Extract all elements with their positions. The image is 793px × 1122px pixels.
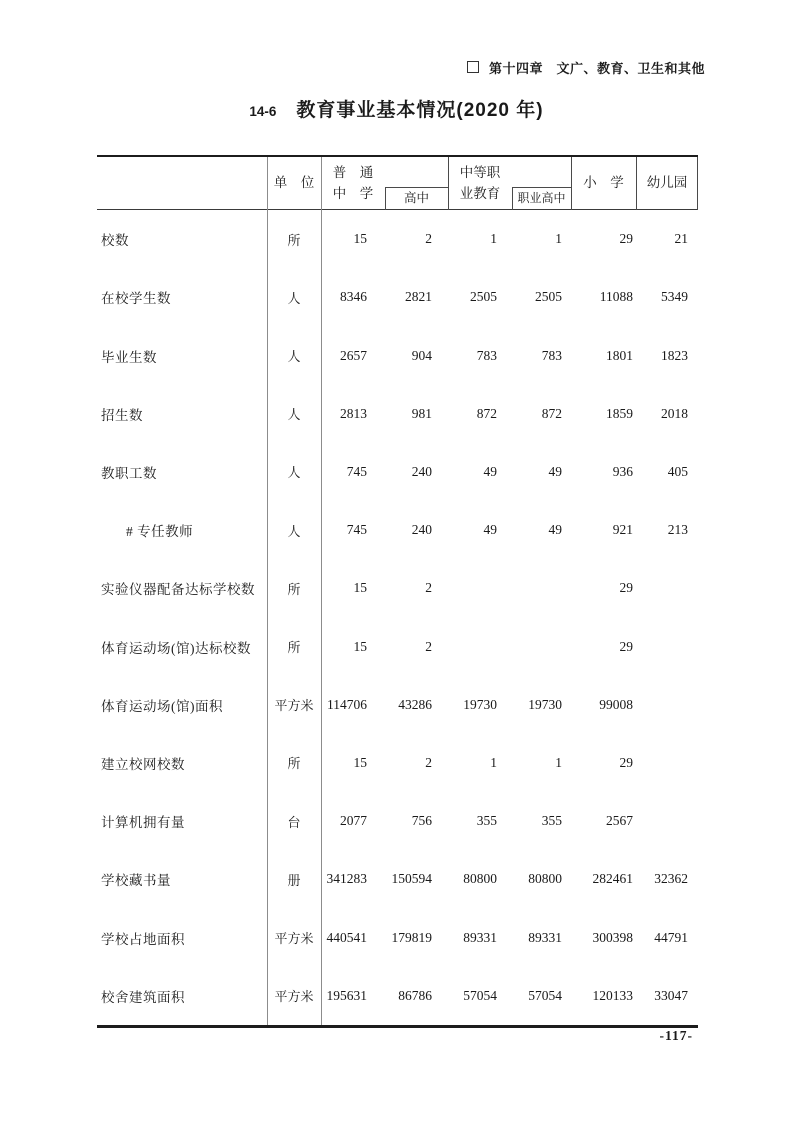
square-marker-icon bbox=[467, 61, 479, 73]
table-row bbox=[97, 501, 698, 559]
row-value-regular-secondary: 2813 bbox=[340, 405, 367, 421]
row-label: 校舍建筑面积 bbox=[101, 989, 185, 1005]
row-value-vocational-high: 872 bbox=[541, 405, 562, 421]
subheader-divider bbox=[512, 187, 513, 210]
row-value-regular-secondary: 15 bbox=[353, 638, 367, 654]
table-number: 14-6 bbox=[249, 104, 277, 119]
chapter-header-text: 第十四章 文广、教育、卫生和其他 bbox=[488, 60, 705, 76]
header-divider bbox=[571, 157, 572, 210]
row-value-regular-secondary: 745 bbox=[346, 522, 367, 538]
page-title bbox=[0, 95, 793, 122]
page-number: -117- bbox=[659, 1028, 693, 1043]
row-value-vocational: 872 bbox=[476, 405, 497, 421]
row-label: 计算机拥有量 bbox=[101, 815, 185, 831]
subheader-topline bbox=[385, 187, 448, 188]
header-senior-high: 高中 bbox=[403, 190, 429, 205]
row-label: 教职工数 bbox=[101, 465, 157, 481]
row-value-primary: 120133 bbox=[592, 987, 633, 1003]
row-value-vocational: 2505 bbox=[470, 289, 497, 305]
row-value-vocational-high: 89331 bbox=[528, 929, 562, 945]
row-value-senior-high: 2 bbox=[425, 638, 432, 654]
row-value-vocational: 49 bbox=[483, 463, 497, 479]
table-row bbox=[97, 676, 698, 734]
row-unit: 平方米 bbox=[274, 698, 314, 714]
header-regular-secondary bbox=[321, 157, 385, 210]
row-value-vocational: 57054 bbox=[463, 987, 497, 1003]
row-unit: 所 bbox=[287, 640, 301, 656]
header-divider bbox=[636, 157, 637, 210]
row-value-kindergarten: 32362 bbox=[654, 871, 688, 887]
row-label: 学校占地面积 bbox=[101, 931, 185, 947]
row-label: 体育运动场(馆)面积 bbox=[101, 698, 223, 714]
row-unit: 所 bbox=[287, 581, 301, 597]
row-unit: 平方米 bbox=[274, 931, 314, 947]
row-value-vocational-high: 19730 bbox=[528, 696, 562, 712]
row-value-regular-secondary: 2657 bbox=[340, 347, 367, 363]
row-value-kindergarten: 405 bbox=[667, 463, 688, 479]
row-value-vocational-high bbox=[497, 617, 562, 675]
row-value-vocational-high: 2505 bbox=[535, 289, 562, 305]
header-kindergarten: 幼儿园 bbox=[646, 175, 688, 191]
row-value-senior-high: 179819 bbox=[391, 929, 432, 945]
row-value-kindergarten bbox=[633, 617, 688, 675]
row-value-vocational-high: 49 bbox=[548, 522, 562, 538]
row-label: 实验仪器配备达标学校数 bbox=[101, 582, 255, 598]
table-row bbox=[97, 268, 698, 326]
table-row bbox=[97, 385, 698, 443]
table-row bbox=[97, 326, 698, 384]
row-value-vocational-high: 49 bbox=[548, 463, 562, 479]
row-unit: 所 bbox=[287, 232, 301, 248]
row-value-senior-high: 240 bbox=[411, 522, 432, 538]
row-value-kindergarten: 21 bbox=[674, 231, 688, 247]
row-label: 毕业生数 bbox=[101, 349, 157, 365]
header-vocational bbox=[448, 157, 512, 210]
table-row bbox=[97, 850, 698, 908]
row-value-vocational: 355 bbox=[476, 813, 497, 829]
row-label: 招生数 bbox=[101, 407, 143, 423]
table-title-text: 教育事业基本情况(2020 年) bbox=[296, 100, 544, 121]
row-label: 体育运动场(馆)达标校数 bbox=[101, 640, 251, 656]
row-value-senior-high: 2 bbox=[425, 580, 432, 596]
row-value-primary: 29 bbox=[619, 580, 633, 596]
header-regular-secondary-line2: 中 学 bbox=[332, 185, 374, 201]
row-unit: 人 bbox=[287, 349, 301, 364]
row-value-regular-secondary: 15 bbox=[353, 231, 367, 247]
row-value-vocational: 19730 bbox=[463, 696, 497, 712]
header-divider bbox=[697, 157, 698, 210]
row-value-senior-high: 86786 bbox=[398, 987, 432, 1003]
row-value-kindergarten: 44791 bbox=[654, 929, 688, 945]
row-value-vocational-high: 355 bbox=[541, 813, 562, 829]
row-value-vocational-high: 80800 bbox=[528, 871, 562, 887]
row-value-regular-secondary: 195631 bbox=[326, 987, 367, 1003]
row-label: 学校藏书量 bbox=[101, 873, 171, 889]
row-value-primary: 29 bbox=[619, 638, 633, 654]
table-row bbox=[97, 617, 698, 675]
row-value-kindergarten bbox=[633, 676, 688, 734]
row-value-kindergarten bbox=[633, 792, 688, 850]
row-value-primary: 936 bbox=[612, 463, 633, 479]
row-value-kindergarten bbox=[633, 734, 688, 792]
row-value-senior-high: 2 bbox=[425, 231, 432, 247]
row-value-vocational-high bbox=[497, 559, 562, 617]
table-row bbox=[97, 908, 698, 966]
row-value-vocational-high: 57054 bbox=[528, 987, 562, 1003]
subheader-divider bbox=[385, 187, 386, 210]
row-value-senior-high: 756 bbox=[411, 813, 432, 829]
row-value-primary: 300398 bbox=[592, 929, 633, 945]
header-unit: 单 位 bbox=[273, 175, 315, 191]
row-value-senior-high: 904 bbox=[411, 347, 432, 363]
table-body bbox=[97, 210, 698, 1025]
row-value-senior-high: 981 bbox=[411, 405, 432, 421]
row-value-regular-secondary: 15 bbox=[353, 754, 367, 770]
row-unit: 所 bbox=[287, 756, 301, 772]
header-divider bbox=[448, 157, 449, 210]
row-value-kindergarten: 5349 bbox=[661, 289, 688, 305]
row-value-vocational-high: 1 bbox=[555, 754, 562, 770]
table-row bbox=[97, 734, 698, 792]
subheader-topline bbox=[512, 187, 571, 188]
header-vocational-line1: 中等职 bbox=[459, 164, 501, 180]
row-value-primary: 11088 bbox=[599, 289, 633, 305]
row-label: # 专任教师 bbox=[126, 524, 194, 540]
row-value-senior-high: 2 bbox=[425, 754, 432, 770]
header-primary-school: 小 学 bbox=[583, 175, 624, 191]
row-value-kindergarten: 33047 bbox=[654, 987, 688, 1003]
row-unit: 人 bbox=[287, 407, 301, 423]
row-value-vocational: 1 bbox=[490, 754, 497, 770]
row-value-vocational: 49 bbox=[483, 522, 497, 538]
row-value-primary: 921 bbox=[612, 522, 633, 538]
row-unit: 人 bbox=[287, 290, 301, 306]
row-label: 建立校网校数 bbox=[101, 756, 185, 772]
row-value-vocational-high: 1 bbox=[555, 231, 562, 247]
row-value-vocational: 89331 bbox=[463, 929, 497, 945]
header-vocational-line2: 业教育 bbox=[459, 185, 501, 201]
row-value-primary: 99008 bbox=[599, 696, 633, 712]
row-value-primary: 1801 bbox=[606, 347, 633, 363]
table-row bbox=[97, 967, 698, 1025]
row-value-kindergarten bbox=[633, 559, 688, 617]
table-row bbox=[97, 210, 698, 268]
statistics-table bbox=[97, 155, 698, 1028]
row-value-primary: 282461 bbox=[592, 871, 633, 887]
row-label: 校数 bbox=[101, 233, 129, 249]
table-row bbox=[97, 559, 698, 617]
row-value-vocational: 80800 bbox=[463, 871, 497, 887]
row-value-vocational bbox=[432, 617, 497, 675]
row-value-primary: 29 bbox=[619, 754, 633, 770]
row-unit: 人 bbox=[287, 523, 301, 539]
table-row bbox=[97, 792, 698, 850]
row-unit: 册 bbox=[287, 872, 301, 888]
row-value-regular-secondary: 745 bbox=[346, 463, 367, 479]
row-value-senior-high: 240 bbox=[411, 463, 432, 479]
chapter-header bbox=[467, 58, 705, 76]
row-value-senior-high: 43286 bbox=[398, 696, 432, 712]
row-value-kindergarten: 213 bbox=[667, 522, 688, 538]
row-value-regular-secondary: 15 bbox=[353, 580, 367, 596]
row-value-senior-high: 150594 bbox=[391, 871, 432, 887]
table-header bbox=[97, 157, 698, 210]
row-value-regular-secondary: 114706 bbox=[327, 696, 367, 712]
row-value-vocational bbox=[432, 559, 497, 617]
row-value-senior-high: 2821 bbox=[405, 289, 432, 305]
row-value-regular-secondary: 440541 bbox=[326, 929, 367, 945]
row-value-primary: 2567 bbox=[606, 813, 633, 829]
header-vocational-high: 职业高中 bbox=[517, 191, 566, 206]
row-value-regular-secondary: 8346 bbox=[340, 289, 367, 305]
row-unit: 平方米 bbox=[274, 989, 314, 1005]
row-value-primary: 29 bbox=[619, 231, 633, 247]
row-value-regular-secondary: 341283 bbox=[326, 871, 367, 887]
row-value-vocational: 1 bbox=[490, 231, 497, 247]
row-unit: 人 bbox=[287, 465, 301, 481]
table-row bbox=[97, 443, 698, 501]
row-label: 在校学生数 bbox=[101, 291, 171, 307]
row-value-vocational: 783 bbox=[476, 347, 497, 363]
row-value-kindergarten: 2018 bbox=[661, 405, 688, 421]
row-value-regular-secondary: 2077 bbox=[340, 813, 367, 829]
row-value-vocational-high: 783 bbox=[541, 347, 562, 363]
header-regular-secondary-line1: 普 通 bbox=[332, 164, 374, 180]
row-unit: 台 bbox=[287, 814, 301, 830]
row-value-primary: 1859 bbox=[606, 405, 633, 421]
row-value-kindergarten: 1823 bbox=[661, 347, 688, 363]
